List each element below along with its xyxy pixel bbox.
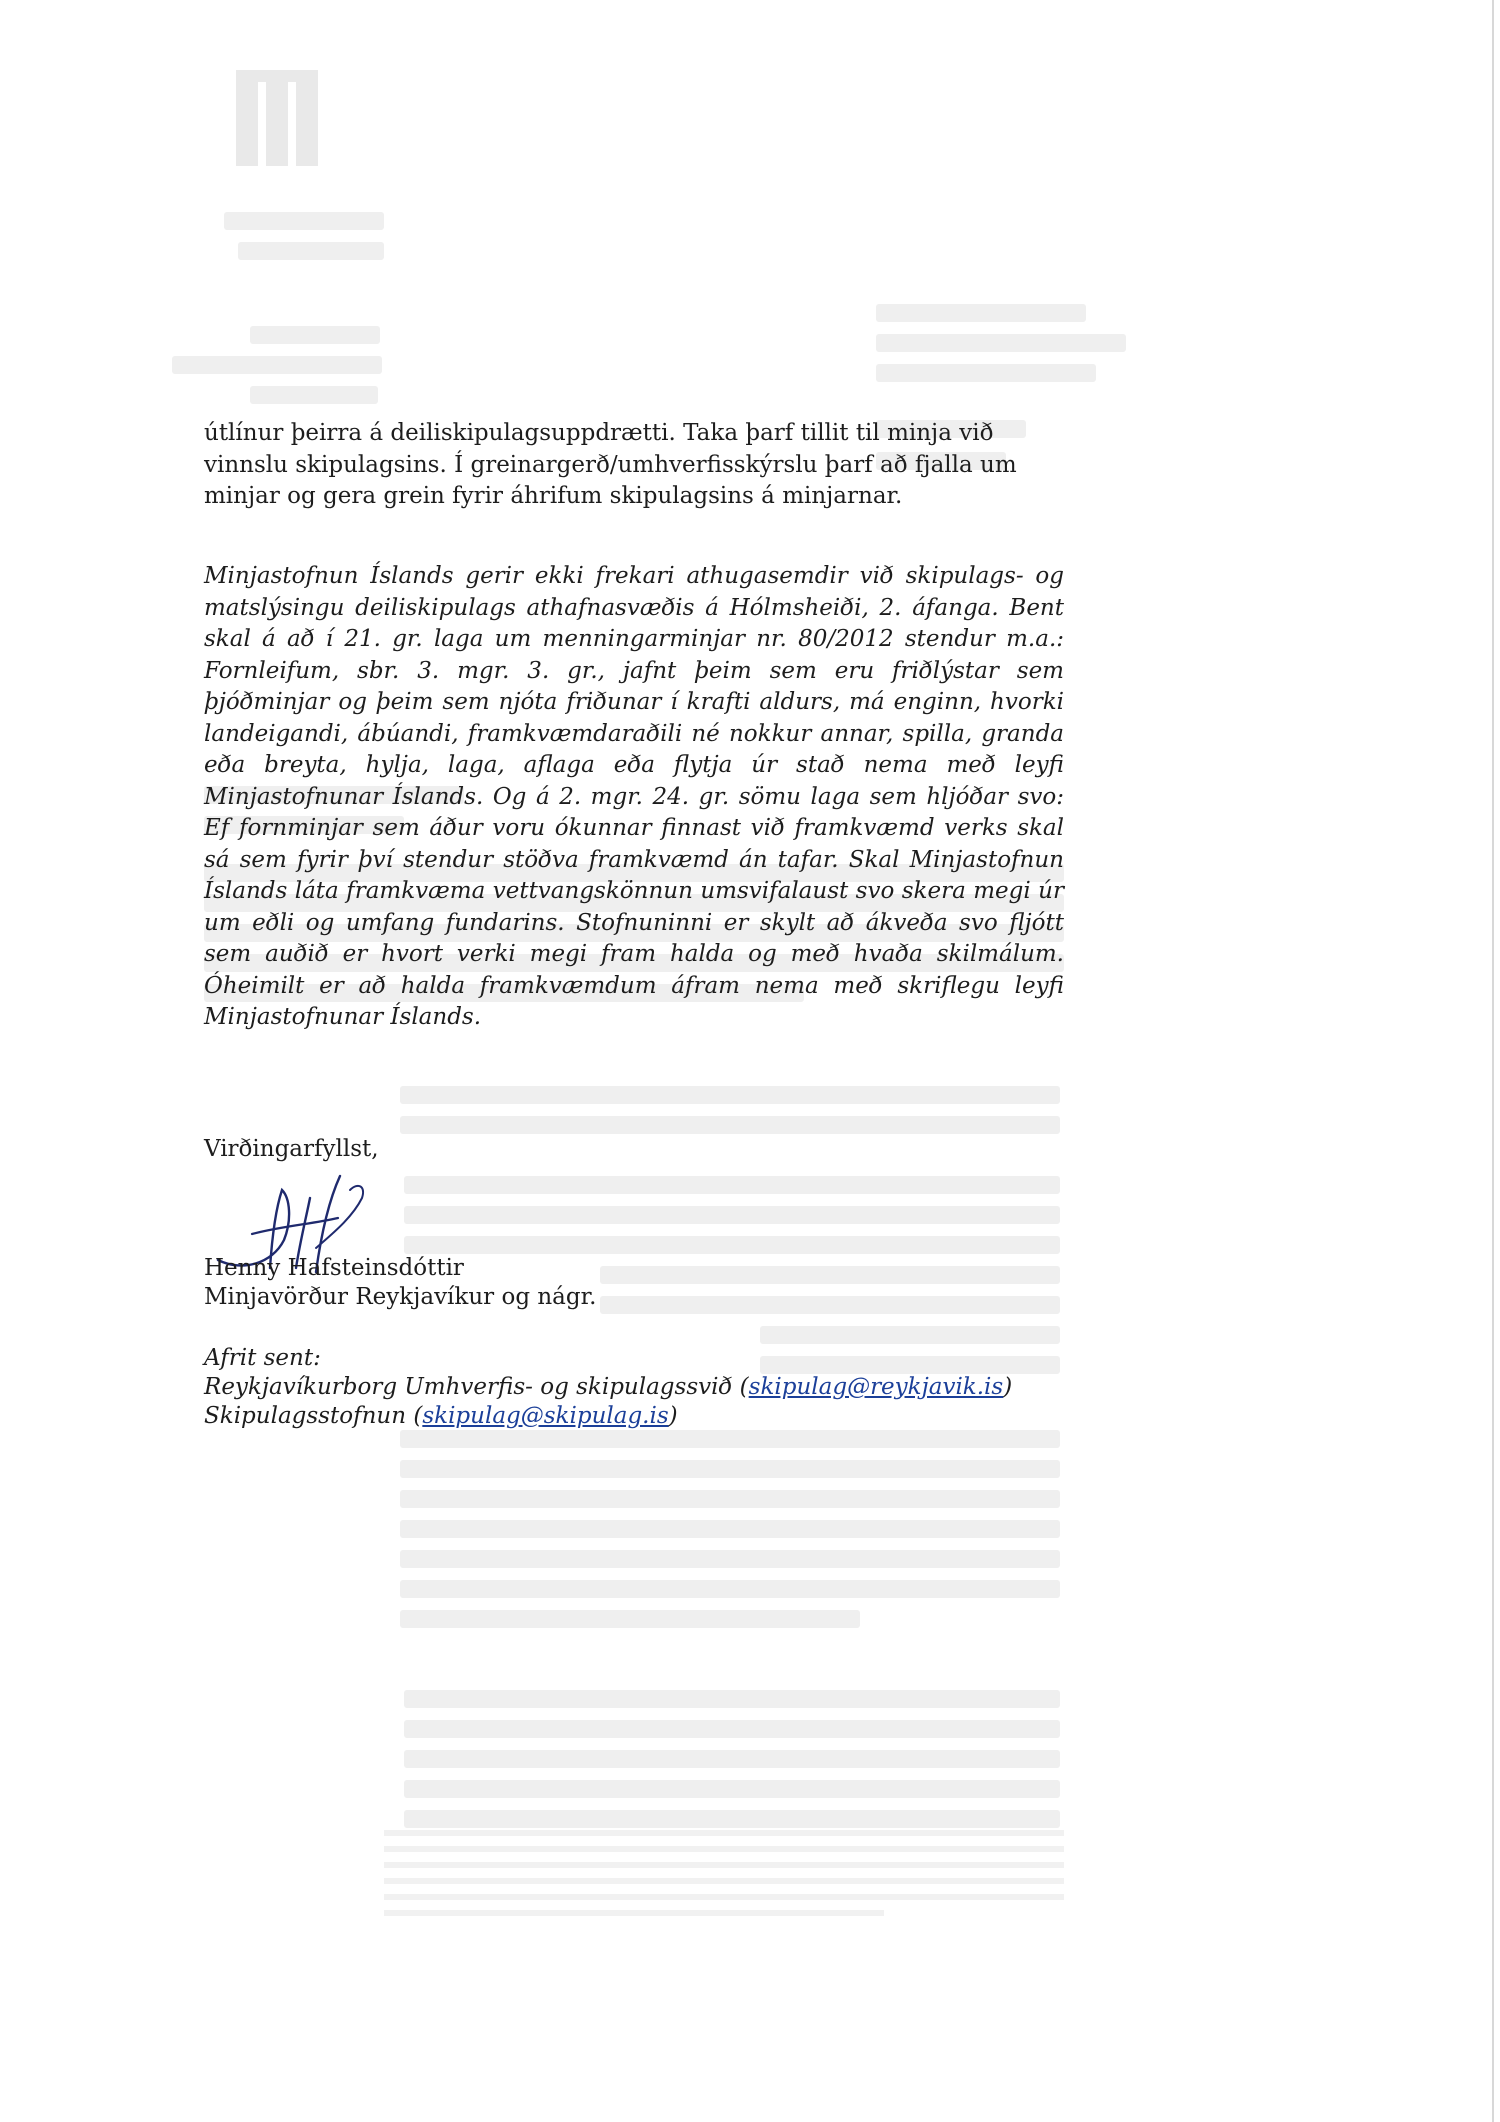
recipient-paren-close: ) [668, 1403, 678, 1429]
bleed-through-mark [404, 1236, 1060, 1254]
intro-line: vinnslu skipulagsins. Í greinargerð/umhverfisskýrslu þarf að fjalla um [204, 451, 1017, 478]
bleed-through-mark [876, 334, 1126, 352]
copies-block [204, 1344, 1012, 1431]
bleed-through-footnote [384, 1910, 884, 1916]
bleed-through-mark [224, 212, 384, 230]
bleed-through-mark [400, 1580, 1060, 1598]
bleed-through-footnote [384, 1878, 1064, 1884]
recipient-paren-open: ( [406, 1403, 423, 1429]
bleed-through-footnote [384, 1846, 1064, 1852]
bleed-through-mark [404, 1810, 1060, 1828]
copy-recipient [204, 1402, 1012, 1431]
salutation: Virðingarfyllst, [204, 1136, 379, 1162]
bleed-through-mark [250, 386, 378, 404]
bleed-through-mark [400, 1610, 860, 1628]
intro-paragraph [204, 418, 1064, 513]
bleed-through-mark [400, 1086, 1060, 1104]
recipient-paren-open: ( [732, 1374, 749, 1400]
bleed-through-mark [404, 1720, 1060, 1738]
legal-text: Minjastofnun Íslands gerir ekki frekari athugasemdir við skipulags- og matslýsingu deiliskipulags athafnasvæðis á Hólmsheiði, 2. áfanga. Bent skal á að í 21. gr. laga um menningarminjar nr. 80/2012 stendur m.a.: Fornleifum, sbr. 3. mgr. 3. gr., jafnt þeim sem eru friðlýstar sem þjóðminjar og þeim sem njóta friðunar í krafti aldurs, má enginn, hvorki landeigandi, ábúandi, framkvæmdaraðili né nokkur annar, spilla, granda eða breyta, hylja, laga, aflaga eða flytja úr stað nema með leyfi Minjastofnunar Íslands. Og á 2. mgr. 24. gr. sömu laga sem hljóðar svo: Ef fornminjar sem áður voru ókunnar finnast við framkvæmd verks skal sá sem fyrir því stendur stöðva framkvæmd án tafar. Skal Minjastofnun Íslands láta framkvæma vettvangskönnun umsvifalaust svo skera megi úr um eðli og umfang fundarins. Stofnuninni er skylt að ákveða svo fljótt sem auðið er hvort verki megi fram halda og með hvaða skilmálum. Óheimilt er að halda framkvæmdum áfram nema með skriflegu leyfi Minjastofnunar Íslands. [204, 563, 1064, 1030]
bleed-through-mark [400, 1460, 1060, 1478]
recipient-email-link[interactable]: skipulag@reykjavik.is [748, 1374, 1004, 1400]
bleed-through-logo [232, 66, 340, 186]
signer-block [204, 1254, 596, 1312]
bleed-through-mark [404, 1206, 1060, 1224]
bleed-through-footnote [384, 1894, 1064, 1900]
bleed-through-mark [600, 1296, 1060, 1314]
bleed-through-mark [404, 1780, 1060, 1798]
bleed-through-mark [876, 364, 1096, 382]
bleed-through-mark [404, 1176, 1060, 1194]
bleed-through-mark [400, 1430, 1060, 1448]
bleed-through-footnote [384, 1862, 1064, 1868]
bleed-through-mark [172, 356, 382, 374]
bleed-through-mark [404, 1750, 1060, 1768]
bleed-through-mark [876, 304, 1086, 322]
bleed-through-mark [400, 1116, 1060, 1134]
intro-line: minjar og gera grein fyrir áhrifum skipulagsins á minjarnar. [204, 483, 903, 509]
recipient-email-link[interactable]: skipulag@skipulag.is [422, 1403, 669, 1429]
bleed-through-mark [400, 1520, 1060, 1538]
bleed-through-mark [238, 242, 384, 260]
bleed-through-mark [400, 1490, 1060, 1508]
bleed-through-mark [404, 1690, 1060, 1708]
copy-recipient [204, 1373, 1012, 1402]
recipient-paren-close: ) [1003, 1374, 1013, 1400]
bleed-through-mark [600, 1266, 1060, 1284]
intro-line: útlínur þeirra á deiliskipulagsuppdrætti. Taka þarf tillit til minja við [204, 420, 994, 446]
bleed-through-footnote [384, 1830, 1064, 1836]
recipient-name: Skipulagsstofnun [204, 1403, 407, 1429]
signer-title: Minjavörður Reykjavíkur og nágr. [204, 1284, 597, 1310]
copies-label: Afrit sent: [204, 1345, 321, 1371]
bleed-through-mark [250, 326, 380, 344]
scan-edge [1492, 0, 1494, 2122]
bleed-through-mark [760, 1326, 1060, 1344]
legal-paragraph [204, 561, 1064, 1034]
recipient-name: Reykjavíkurborg Umhverfis- og skipulagssvið [204, 1374, 733, 1400]
signer-name: Henny Hafsteinsdóttir [204, 1255, 464, 1281]
bleed-through-mark [400, 1550, 1060, 1568]
